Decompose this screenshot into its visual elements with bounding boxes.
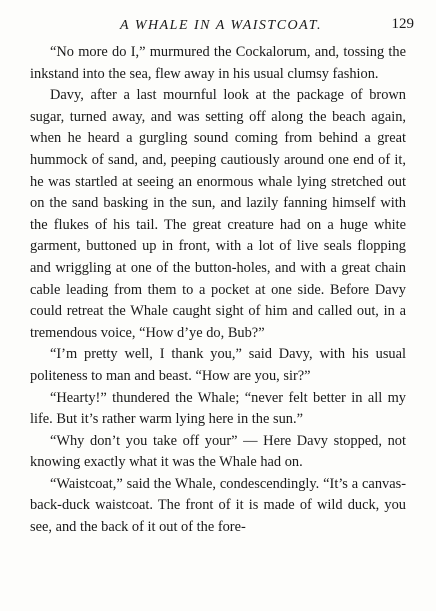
paragraph: “Hearty!” thundered the Whale; “never felt better in all my life. But it’s rather warm lying here in the sun.”	[30, 389, 406, 428]
body-text	[30, 42, 406, 539]
paragraph: Davy, after a last mournful look at the package of brown sugar, turned away, and was setting off along the beach again, when he heard a gurgling sound coming from behind a great hummock of sand, and, peeping cautiously around one end of it, he was startled at seeing an enormous whale lying stretched out on the sand basking in the sun, and lazily fanning himself with the flukes of his tail. The great creature had on a huge white garment, buttoned up in front, with a lot of live seals flopping and wriggling at one of the button-holes, and with a great chain cable leading from them to a pocket at one side. Before Davy could retreat the Whale caught sight of him and called out, in a tremendous voice, “How d’ye do, Bub?”	[30, 87, 406, 341]
paragraph: “I’m pretty well, I thank you,” said Davy, with his usual politeness to man and beast. “How are you, sir?”	[30, 346, 406, 384]
running-head	[28, 14, 414, 36]
paragraph: “No more do I,” murmured the Cockalorum, and, tossing the inkstand into the sea, flew away in his usual clumsy fashion.	[30, 44, 406, 82]
page-number: 129	[391, 16, 414, 32]
running-title: A WHALE IN A WAISTCOAT.	[120, 18, 322, 33]
paragraph: “Waistcoat,” said the Whale, condescendingly. “It’s a canvas-back-duck waistcoat. The front of it is made of wild duck, you see, and the back of it out of the fore-	[30, 475, 406, 536]
paragraph: “Why don’t you take off your” — Here Davy stopped, not knowing exactly what it was the Whale had on.	[30, 432, 406, 471]
